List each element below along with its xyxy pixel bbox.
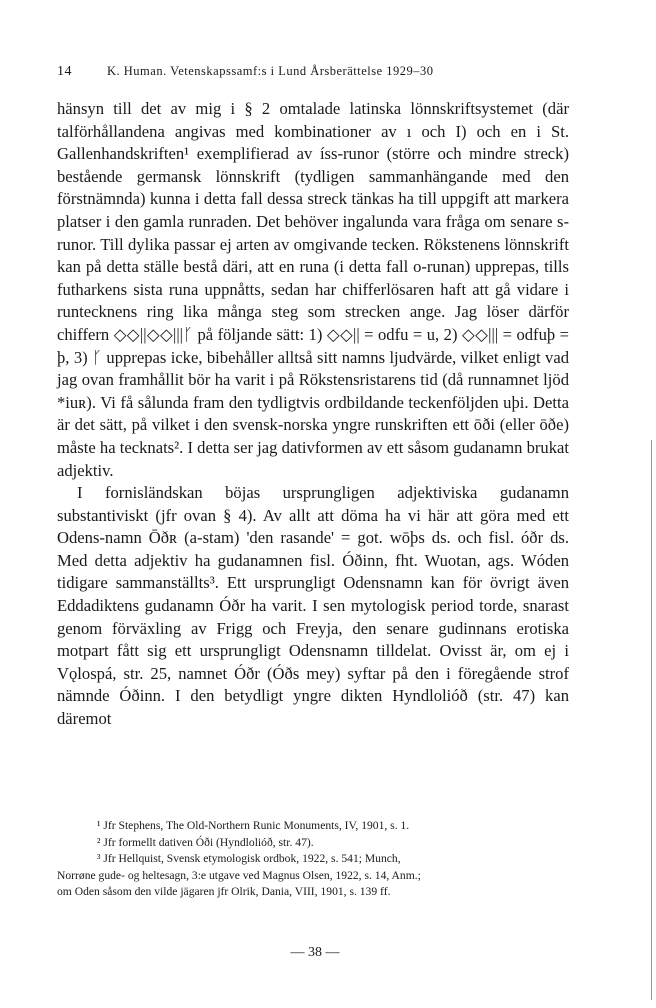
running-title: K. Human. Vetenskapssamf:s i Lund Årsberättelse 1929–30: [107, 64, 434, 78]
footnotes: [57, 818, 569, 901]
paragraph-1: hänsyn till det av mig i § 2 omtalade latinska lönnskriftsystemet (där talförhållandena angivas med kombinationer av ı och I) och en i St. Gallenhandskriften¹ exemplifierad av íss-runor (större och mindre streck) bestående germansk lönnskrift (tydligen sammanhängande med den förstnämnda) kunna i detta fall dessa streck tänkas ha till uppgift att markera platser i den gamla runraden. Det behöver ingalunda vara fråga om senare s-runor. Till dylika passar ej arten av omgivande tecken. Rökstenens lönnskrift kan på detta ställe bestå däri, att en runa (i detta fall o-runan) upprepas, tills futharkens sista runa uppnåtts, sedan har chifferlösaren haft att gå vidare i runtecknens ring lika många steg som strecken ange. Jag löser därför chiffern ◇◇||◇◇|||ᚴ på följande sätt: 1) ◇◇|| = odfu = u, 2) ◇◇||| = odfuþ = þ, 3) ᚴ upprepas icke, bibehåller alltså sitt namns ljudvärde, vilket enligt vad jag ovan framhållit bör ha varit i på Rökstensristarens tid (då runnamnet ljöd *iuʀ). Vi få sålunda fram den tydligtvis ordbildande teckenföljden uþi. Detta är det sätt, på vilket i den svensk-norska yngre runskriften ett ōði (eller ōðe) måste ha tecknats². I detta ser jag dativformen av ett såsom gudanamn brukat adjektiv.: [57, 99, 569, 480]
footnote-2: ² Jfr formellt dativen Óði (Hyndlolióð, str. 47).: [97, 835, 314, 849]
footnote-3-end: om Oden såsom den vilde jägaren jfr Olrik, Dania, VIII, 1901, s. 139 ff.: [57, 885, 391, 898]
main-text: [57, 98, 569, 731]
page-number: 14: [57, 64, 72, 79]
paragraph-2: I fornisländskan böjas ursprungligen adjektiviska gudanamn substantiviskt (jfr ovan § 4). Av allt att döma ha vi här att göra med ett Odens-namn Ōðʀ (a-stam) 'den rasande' = got. wōþs ds. och fisl. óðr ds. Med detta adjektiv ha gudanamnen fisl. Óðinn, fht. Wuotan, ags. Wóden tidigare sammanställts³. Ett ursprungligt Odensnamn kan för övrigt även Eddadiktens gudanamn Óðr ha varit. I sen mytologisk period torde, snarast genom förväxling av Frigg och Freyja, den senare gudinnans erotiska motpart fått sig ett ursprungligt Odensnamn tilldelat. Ovisst är, om ej i Vǫlospá, str. 25, namnet Óðr (Óðs mey) syftar på den i föregående strof nämnde Óðinn. I den betydligt yngre dikten Hyndlolióð (str. 47) kan däremot: [57, 483, 569, 729]
footnote-3: ³ Jfr Hellquist, Svensk etymologisk ordbok, 1922, s. 541; Munch,: [97, 852, 401, 865]
running-header: [57, 64, 557, 80]
scan-edge-line: [651, 440, 652, 1000]
folio-number: — 38 —: [290, 945, 340, 960]
footnote-3-continued: Norrøne gude- og heltesagn, 3:e utgave ved Magnus Olsen, 1922, s. 14, Anm.;: [57, 868, 421, 882]
footnote-1: ¹ Jfr Stephens, The Old-Northern Runic Monuments, IV, 1901, s. 1.: [97, 819, 410, 832]
